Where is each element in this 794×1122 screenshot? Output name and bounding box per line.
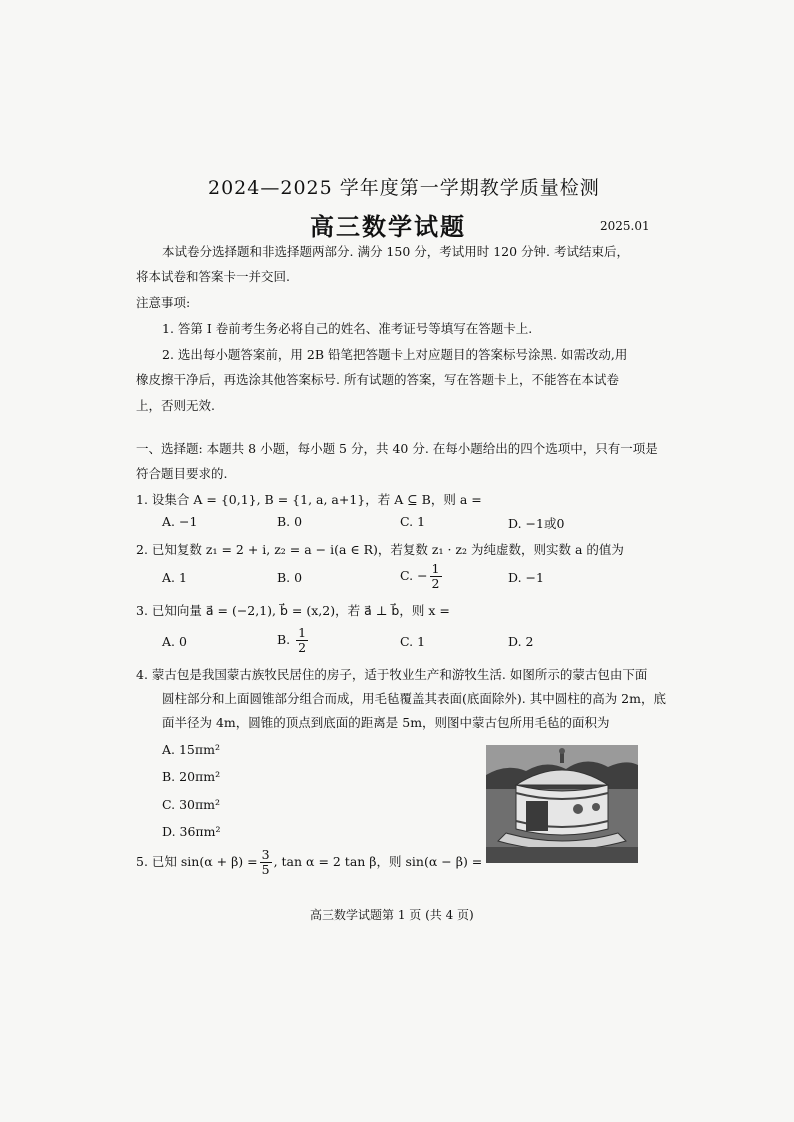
question-4-line-1: 4. 蒙古包是我国蒙古族牧民居住的房子，适于牧业生产和游牧生活. 如图所示的蒙古包由下面 (136, 667, 648, 682)
question-2-option-b: B. 0 (277, 570, 303, 585)
question-2-option-c (400, 562, 444, 591)
exam-subtitle: 高三数学试题 (310, 212, 466, 241)
question-1-stem: 1. 设集合 A = {0,1}, B = {1, a, a+1}，若 A ⊆ B，则 a = (136, 492, 482, 507)
question-3-stem: 3. 已知向量 a⃗ = (−2,1), b⃗ = (x,2)，若 a⃗ ⊥ b⃗，则 x = (136, 603, 450, 618)
question-5-fraction (260, 848, 272, 877)
section-1-line-2: 符合题目要求的. (136, 466, 228, 481)
question-4-option-a: A. 15πm² (162, 742, 220, 757)
question-3-option-c: C. 1 (400, 634, 426, 649)
notes-item-2-line-2: 橡皮擦干净后，再选涂其他答案标号. 所有试题的答案，写在答题卡上，不能答在本试卷 (136, 372, 619, 387)
yurt-photo (486, 745, 638, 863)
question-2-option-c-numerator: 1 (431, 561, 440, 576)
question-2-option-c-denominator: 2 (431, 576, 440, 591)
exam-date: 2025.01 (600, 219, 650, 233)
intro-line-2: 将本试卷和答案卡一并交回. (136, 269, 290, 284)
question-1-option-b: B. 0 (277, 514, 303, 529)
question-3-option-b-prefix: B. (277, 632, 291, 647)
question-4-option-b: B. 20πm² (162, 769, 221, 784)
question-4-option-c: C. 30πm² (162, 797, 221, 812)
question-1-option-c: C. 1 (400, 514, 426, 529)
question-3-option-b-denominator: 2 (298, 640, 307, 655)
question-3-option-d: D. 2 (508, 634, 534, 649)
question-2-option-d: D. −1 (508, 570, 544, 585)
question-3-option-b-fraction (296, 626, 308, 655)
question-2-stem: 2. 已知复数 z₁ = 2 + i, z₂ = a − i(a ∈ R)，若复数 z₁ · z₂ 为纯虚数，则实数 a 的值为 (136, 542, 624, 557)
question-4-line-3: 面半径为 4m，圆锥的顶点到底面的距离是 5m，则图中蒙古包所用毛毡的面积为 (162, 715, 610, 730)
question-4-line-2: 圆柱部分和上面圆锥部分组合而成，用毛毡覆盖其表面(底面除外). 其中圆柱的高为 2m，底 (162, 691, 666, 706)
question-1-option-d: D. −1或0 (508, 516, 565, 531)
question-1-option-a: A. −1 (162, 514, 198, 529)
question-3-option-b (277, 626, 310, 655)
notes-item-1: 1. 答第 I 卷前考生务必将自己的姓名、准考证号等填写在答题卡上. (162, 321, 533, 336)
notes-heading: 注意事项: (136, 295, 191, 310)
question-5-stem (136, 848, 482, 877)
question-5-prefix: 5. 已知 sin(α + β) = (136, 854, 258, 869)
question-3-option-a: A. 0 (162, 634, 187, 649)
intro-line-1: 本试卷分选择题和非选择题两部分. 满分 150 分，考试用时 120 分钟. 考试结束后， (162, 244, 630, 259)
question-2-option-c-fraction (430, 562, 442, 591)
exam-title: 2024—2025 学年度第一学期教学质量检测 (208, 177, 600, 199)
section-1-line-1: 一、选择题: 本题共 8 小题，每小题 5 分，共 40 分. 在每小题给出的四个选项中，只有一项是 (136, 441, 658, 456)
question-2-option-c-prefix: C. − (400, 568, 428, 583)
page-footer: 高三数学试题第 1 页 (共 4 页) (310, 908, 474, 922)
question-4-option-d: D. 36πm² (162, 824, 221, 839)
question-5-denominator: 5 (261, 862, 270, 877)
notes-item-2-line-1: 2. 选出每小题答案前，用 2B 铅笔把答题卡上对应题目的答案标号涂黑. 如需改动,用 (162, 347, 628, 362)
question-5-suffix: , tan α = 2 tan β，则 sin(α − β) = (273, 854, 483, 869)
question-2-option-a: A. 1 (162, 570, 187, 585)
question-5-numerator: 3 (261, 847, 270, 862)
question-3-option-b-numerator: 1 (298, 625, 307, 640)
notes-item-2-line-3: 上，否则无效. (136, 398, 215, 413)
